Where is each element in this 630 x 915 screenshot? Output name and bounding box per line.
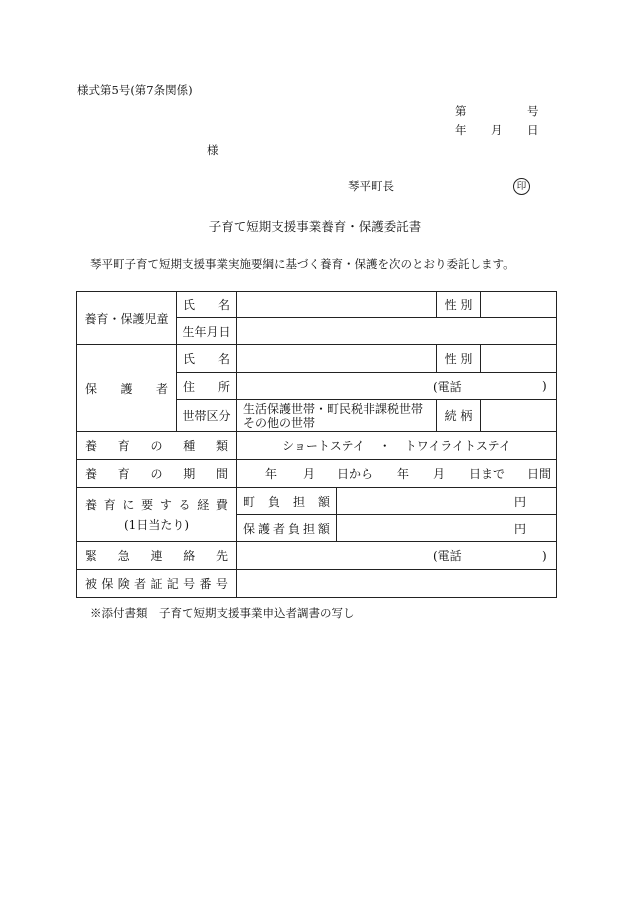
form-number: 様式第5号(第7条関係) <box>77 83 193 97</box>
town-burden-label: 町 負 担 額 <box>243 494 330 509</box>
guardian-section-label: 保 護 者 <box>85 381 168 396</box>
care-type-label: 養 育 の 種 類 <box>85 439 228 453</box>
addressee-suffix: 様 <box>207 143 219 157</box>
child-gender-label: 性 別 <box>444 298 473 312</box>
cost-label: 養 育 に 要 す る 経 費 (1日当たり) <box>85 498 228 532</box>
attachment-note: ※添付書類 子育て短期支援事業申込者調書の写し <box>90 606 355 620</box>
issuer: 琴平町長 <box>348 179 394 193</box>
care-period-field[interactable]: 年 月 日から 年 月 日まで 日間 <box>265 467 552 481</box>
guardian-name-field[interactable] <box>237 345 436 372</box>
child-gender-field[interactable] <box>481 292 556 317</box>
emergency-phone-close: ) <box>542 548 547 563</box>
seal-mark: 印 <box>513 178 530 195</box>
date-day: 日 <box>527 123 539 137</box>
child-name-label: 氏 名 <box>183 298 230 312</box>
date-year: 年 <box>455 123 467 137</box>
emergency-contact-label: 緊 急 連 絡 先 <box>85 549 228 563</box>
care-period-label: 養 育 の 期 間 <box>85 467 228 481</box>
town-burden-field[interactable]: 円 <box>513 494 526 509</box>
child-name-field[interactable] <box>237 292 436 317</box>
relationship-label: 続 柄 <box>444 409 473 423</box>
household-label: 世帯区分 <box>182 409 231 423</box>
child-section-label: 養育・保護児童 <box>84 311 169 326</box>
guardian-burden-field[interactable]: 円 <box>513 521 526 536</box>
insurance-number-label: 被 保 険 者 証 記 号 番 号 <box>85 577 228 591</box>
doc-no-suffix: 号 <box>527 104 539 118</box>
address-label: 住 所 <box>183 379 230 394</box>
address-field[interactable] <box>237 373 556 399</box>
guardian-gender-label: 性 別 <box>444 352 473 366</box>
guardian-gender-field[interactable] <box>481 345 556 372</box>
relationship-field[interactable] <box>481 400 556 431</box>
emergency-phone-open: (電話 <box>433 549 462 563</box>
insurance-number-field[interactable] <box>237 570 556 597</box>
address-phone-open: (電話 <box>433 379 462 394</box>
child-birthdate-field[interactable] <box>237 318 556 344</box>
intro-text: 琴平町子育て短期支援事業実施要綱に基づく養育・保護を次のとおり委託します。 <box>90 257 515 271</box>
emergency-contact-field[interactable] <box>237 542 556 569</box>
guardian-burden-label: 保 護 者 負 担 額 <box>243 521 330 536</box>
date-month: 月 <box>491 123 503 137</box>
child-birthdate-label: 生年月日 <box>182 324 231 339</box>
care-type-options[interactable]: ショートステイ ・ トワイライトステイ <box>282 439 511 453</box>
household-options[interactable]: 生活保護世帯・町民税非課税世帯 その他の世帯 <box>243 401 424 430</box>
doc-no-prefix: 第 <box>455 104 467 118</box>
document-title: 子育て短期支援事業養育・保護委託書 <box>208 219 422 234</box>
guardian-name-label: 氏 名 <box>183 352 230 366</box>
address-phone-close: ) <box>542 379 547 393</box>
